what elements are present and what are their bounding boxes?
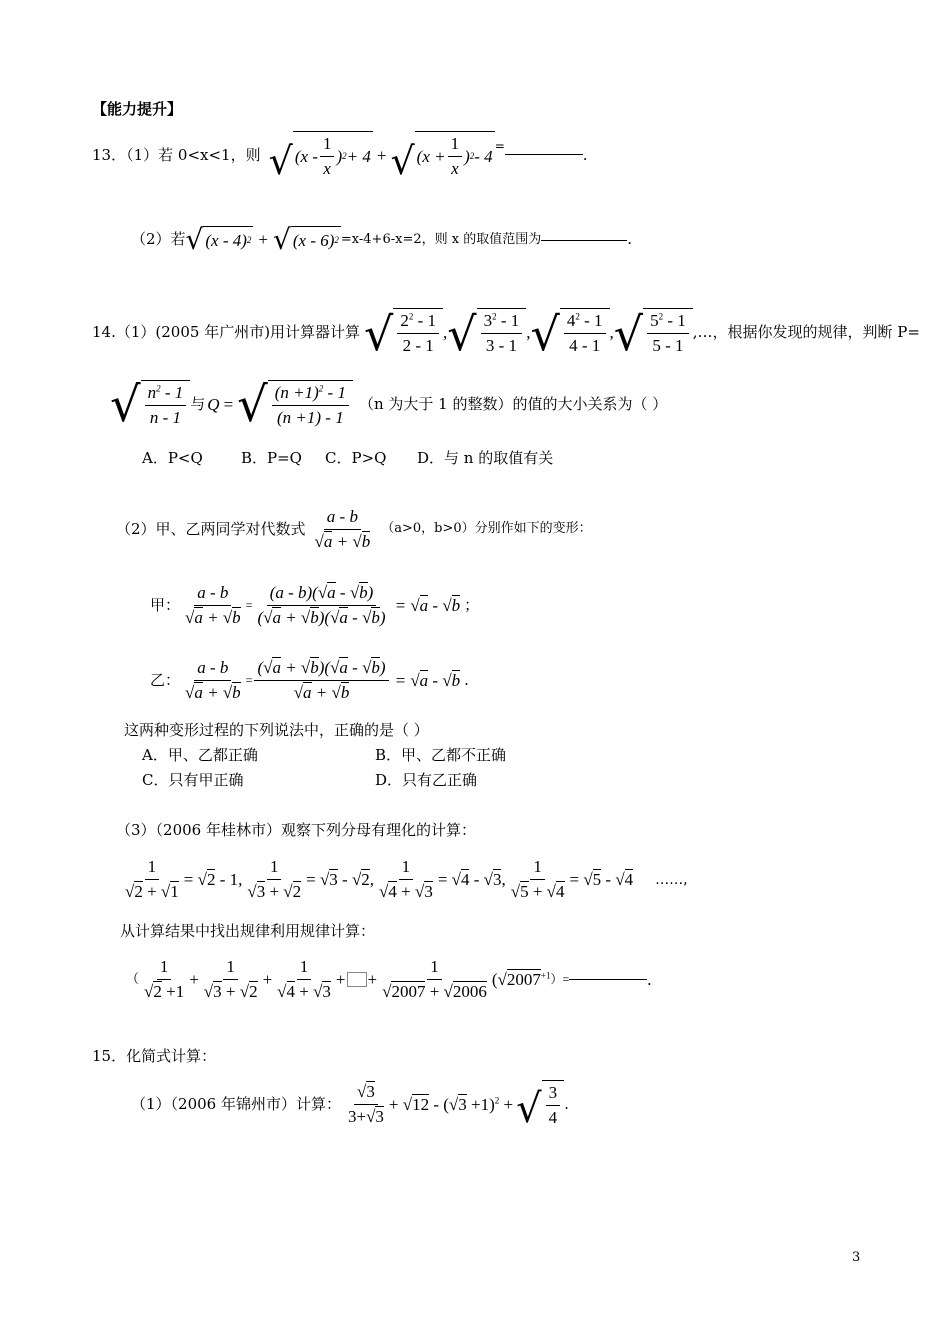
- q14-p1-opt-c: C．P>Q: [325, 449, 387, 467]
- q15-part1: （1）（2006 年锦州市）计算： $\frac{√3}{3+√3}$ + $√12 - (√3 +1)^2$ + √ $\frac{3}{4}$ .: [131, 1082, 569, 1133]
- q14-p1-opt-a: A．P<Q: [142, 449, 203, 467]
- q13-p2-lead: （2）若: [131, 230, 186, 249]
- placeholder-box: [347, 972, 367, 987]
- q14-radical-2: √ $\frac{2^2 - 1}{2 - 1}$: [364, 308, 443, 357]
- q14-p2-question: 这两种变形过程的下列说法中，正确的是（ ）: [124, 721, 429, 739]
- q14-p1-cond: （n 为大于 1 的整数）的值的大小关系为（ ）: [358, 394, 668, 413]
- q14-p3-examples: $\frac{1}{√2 + √1}$ = √2 - 1, $\frac{1}{√3 + √2}$ = √3 - √2, $\frac{1}{√4 + √3}$ = √4 - √3, $\frac{1}{√5 + √4}$ = √5 - √4 ……,: [125, 857, 688, 902]
- q14-p2-cond: （a>0，b>0）分别作如下的变形：: [381, 521, 592, 537]
- q14-p3-instr: 从计算结果中找出规律利用规律计算：: [120, 922, 376, 940]
- q15-p1-end: .: [564, 1094, 569, 1113]
- q14-p3-end: .: [647, 969, 652, 989]
- q14-radical-p: √ $\frac{n^2 - 1}{n - 1}$: [110, 380, 190, 429]
- q14-radical-q: √ $\frac{(n +1)^2 - 1}{(n +1) - 1}$: [237, 380, 353, 429]
- q14-yi-label: 乙：: [150, 670, 181, 689]
- q15-p1-lead: （1）（2006 年锦州市）计算：: [131, 1094, 341, 1113]
- q14-p2-opt-a: A．甲、乙都正确: [142, 746, 258, 764]
- q13-part2: （2）若 √ (x - 4) 2 + √ (x - 6) 2 =x-4+6-x=2，则 x 的取值范围为 .: [131, 223, 632, 256]
- q14-p3-open: （: [126, 971, 140, 987]
- q14-radical-5: √ $\frac{5^2 - 1}{5 - 1}$: [614, 308, 693, 357]
- q13-p2-end: .: [627, 230, 632, 249]
- q14-p2-lead: （2）甲、乙两同学对代数式: [116, 519, 306, 538]
- section-title: 【能力提升】: [92, 100, 183, 118]
- q13-radical-4: √ (x - 6) 2: [273, 223, 339, 256]
- q13-p1-lead: 13．（1）若 0<x<1，则: [92, 145, 261, 164]
- q14-p2-opt-b: B．甲、乙都不正确: [375, 746, 507, 764]
- q14-jia-line: 甲： $\frac{a - b}{√a + √b}$ = $\frac{(a - b)(√a - √b)}{(√a + √b)(√a - √b)}$ = √a - √b ；: [150, 583, 480, 628]
- q13-p1-blank: [505, 154, 583, 155]
- q14-radical-3: √ $\frac{3^2 - 1}{3 - 1}$: [447, 308, 526, 357]
- q14-p1-after: ,…，根据你发现的规律，判断 P=: [692, 322, 920, 341]
- q14-jia-end: ；: [464, 595, 480, 614]
- q14-radical-4: √ $\frac{4^2 - 1}{4 - 1}$: [531, 308, 610, 357]
- q14-p1-yu: 与: [190, 394, 206, 413]
- q14-p1-lead: 14.（1）(2005 年广州市)用计算器计算: [92, 322, 361, 341]
- q14-p2-expr: $\frac{a - b}{√a + √b}$: [314, 507, 371, 552]
- q13-radical-3: √ (x - 4) 2: [185, 223, 252, 256]
- q14-p3-lead: （3）（2006 年桂林市）观察下列分母有理化的计算：: [116, 821, 476, 839]
- q13-radical-1: √ (x - $\frac{1}{x}$ ) 2 + 4: [269, 131, 373, 180]
- q14-p1-opt-b: B．P=Q: [241, 449, 302, 467]
- q14-p3-close: ）=: [550, 971, 570, 986]
- q14-p3-sum: （ $\frac{1}{√2 +1}$ + $\frac{1}{√3 + √2}$ + $\frac{1}{√4 + √3}$ + + $\frac{1}{√2007 + √2006}$ ($√2007^{+1}$ ）= .: [126, 957, 652, 1002]
- q13-p2-mid: =x-4+6-x=2，则 x 的取值范围为: [340, 231, 542, 247]
- q14-p2-opt-c: C．只有甲正确: [142, 771, 244, 789]
- q14-part1-line2: √ $\frac{n^2 - 1}{n - 1}$ 与 Q = √ $\frac{(n +1)^2 - 1}{(n +1) - 1}$ （n 为大于 1 的整数）的值的大小关系为（ ）: [110, 377, 668, 434]
- q13-part1: 13．（1）若 0<x<1，则 √ (x - $\frac{1}{x}$ ) 2 + 4 + √ (x + $\frac{1}{x}$ ) 2 - 4 = .: [92, 131, 588, 180]
- q13-p2-blank: [541, 240, 627, 241]
- q15-title: 15．化简式计算：: [92, 1047, 217, 1065]
- page-number: 3: [852, 1250, 861, 1265]
- q13-radical-2: √ (x + $\frac{1}{x}$ ) 2 - 4: [390, 131, 494, 180]
- q14-jia-label: 甲：: [150, 595, 181, 614]
- q14-part1-line1: 14.（1）(2005 年广州市)用计算器计算 √ $\frac{2^2 - 1}{2 - 1}$ , √ $\frac{3^2 - 1}{3 - 1}$ , √ $\frac{4^2 - 1}{4 - 1}$ , √ $\frac{5^2 - 1}{5 - 1}$ ,…，根据你发现的规律，判断 P=: [92, 307, 920, 362]
- q13-p1-end: .: [582, 145, 588, 164]
- q14-p3-blank: [569, 979, 647, 980]
- q14-yi-line: 乙： $\frac{a - b}{√a + √b}$ = $\frac{(√a + √b)(√a - √b)}{√a + √b}$ = √a - √b .: [150, 658, 469, 703]
- q14-p2-opt-d: D．只有乙正确: [375, 771, 478, 789]
- q14-part2-line1: [116, 506, 592, 553]
- q13-p1-eq: =: [494, 138, 505, 153]
- q14-p3-dots: ……,: [655, 871, 688, 888]
- q14-yi-end: .: [464, 670, 469, 689]
- q14-p1-opt-d: D．与 n 的取值有关: [417, 449, 554, 467]
